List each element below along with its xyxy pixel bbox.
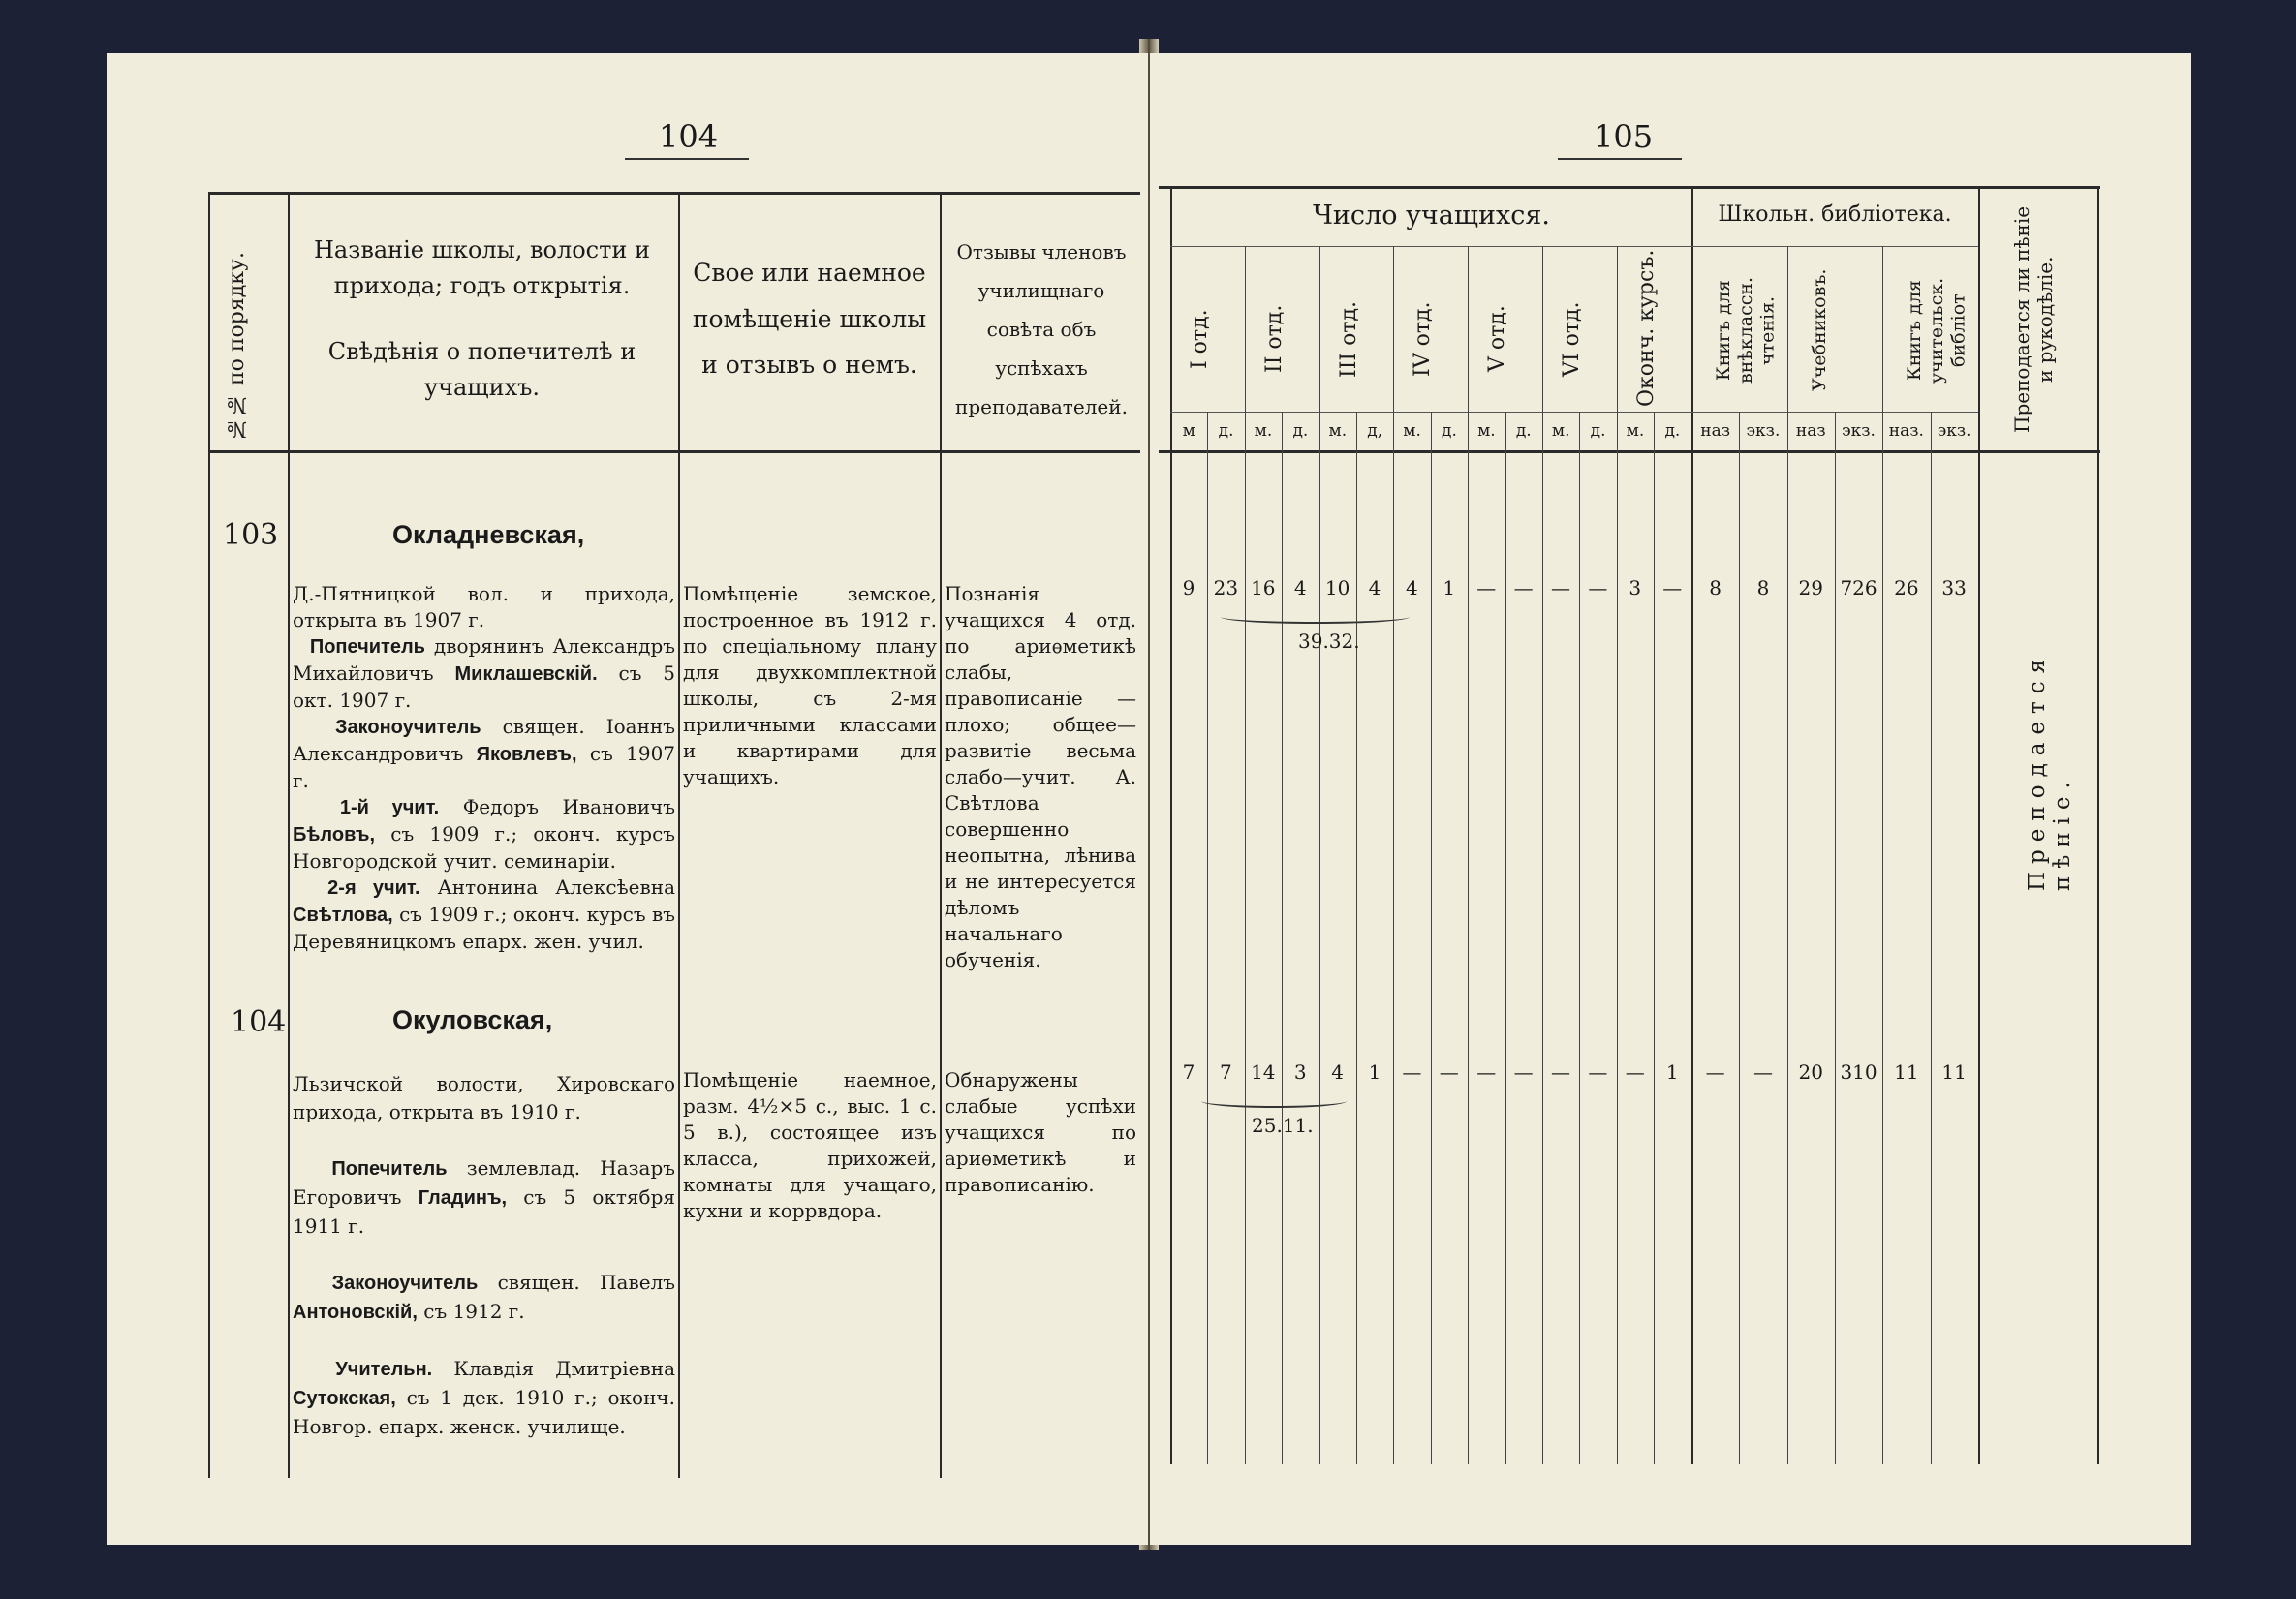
student-count: 9 <box>1182 576 1195 600</box>
header-library-column: Книгъ для учительск. библіот <box>1904 277 1970 384</box>
header-bottom-rule-right <box>1159 450 2100 453</box>
page-number-rule-left <box>625 158 749 160</box>
school-info: Льзичской волости, Хировскаго прихода, открыта въ 1910 г. Попечитель землевлад. Назаръ Егоровичъ Гладинъ, съ 5 октября 1911 г. Законоучитель священ. Павелъ Антоновскій, съ 1912 г. Учительн. Клавдія Дмитріевна Сутокская, съ 1 дек. 1910 г.; оконч. Новгор. епарх. женск. училище. <box>293 1072 676 1438</box>
school-name: Окладневская, <box>392 520 585 549</box>
student-count: 3 <box>1629 576 1642 600</box>
grid-line <box>1245 246 1246 1464</box>
header-gender-label: м. <box>1328 421 1348 441</box>
header-division: Оконч. курсъ. <box>1633 249 1659 407</box>
page-number-left: 104 <box>659 118 719 155</box>
header-trustee-info: Свѣдѣнія о попечителѣ и учащихъ. <box>327 338 636 402</box>
col-divider <box>1978 186 1980 1464</box>
library-count: 310 <box>1840 1061 1877 1084</box>
student-count: 1 <box>1443 576 1456 600</box>
school-info: Д.-Пятницкой вол. и прихода, открыта въ 1907 г. Попечитель дворянинъ Александръ Михайловичъ Миклашевскій. съ 5 окт. 1907 г. Законоучитель священ. Іоаннъ Александровичъ Яковлевъ, съ 1907 г. 1-й учит. Федоръ Ивановичъ Бѣловъ, съ 1909 г.; оконч. курсъ Новгородской учит. семинаріи. 2-я учит. Антонина Алексѣевна Свѣтлова, съ 1909 г.; оконч. курсъ въ Деревяницкомъ епарх. жен. учил. <box>293 582 676 953</box>
library-count: — <box>1705 1061 1725 1084</box>
grid-line <box>1356 412 1357 1464</box>
row-total: 39.32. <box>1298 630 1360 653</box>
library-count: 26 <box>1894 576 1919 600</box>
col-divider <box>208 192 210 1478</box>
grid-line <box>1393 246 1394 1464</box>
library-count: 726 <box>1840 576 1877 600</box>
header-library-label: экз. <box>1842 421 1876 441</box>
grid-line <box>1654 412 1655 1464</box>
header-gender-label: д. <box>1590 421 1606 441</box>
header-library-label: наз <box>1700 421 1731 441</box>
page-number-right: 105 <box>1594 118 1654 155</box>
header-library: Школьн. библіотека. <box>1718 202 1952 227</box>
premises-text: Помѣщеніе наемное, разм. 4½×5 с., выс. 1 с. 5 в.), состоящее изъ класса, прихожей, комнаты для учащаго, кухни и коррвдора. <box>683 1068 937 1222</box>
header-gender-label: м. <box>1626 421 1645 441</box>
header-gender-label: м. <box>1254 421 1273 441</box>
student-count: 7 <box>1182 1061 1195 1084</box>
student-count: — <box>1551 1061 1570 1084</box>
student-count: — <box>1588 576 1608 600</box>
header-library-column: Учебниковъ. <box>1808 268 1830 392</box>
student-count: 23 <box>1213 576 1239 600</box>
review-text: Познанія учащихся 4 отд. по ариѳметикѣ слабы, правописаніе — плохо; общее—развитіе весьма слабо—учит. А. Свѣтлова совершенно неопытна, лѣнива и не интересуется дѣломъ начальнаго обученія. <box>945 582 1136 971</box>
header-library-label: экз. <box>1937 421 1971 441</box>
header-division: V отд. <box>1485 305 1510 373</box>
header-gender-label: д. <box>1442 421 1457 441</box>
header-gender-label: м. <box>1403 421 1421 441</box>
page-number-rule-right <box>1558 158 1682 160</box>
row-total: 25.11. <box>1252 1114 1314 1137</box>
grid-line <box>1282 412 1283 1464</box>
grid-line <box>1787 246 1788 1464</box>
student-count: 4 <box>1406 576 1418 600</box>
student-count: 7 <box>1220 1061 1232 1084</box>
header-gender-label: м <box>1182 421 1195 441</box>
header-division: IV отд. <box>1411 301 1436 377</box>
library-count: 29 <box>1798 576 1823 600</box>
header-reviews: Отзывы членовъ училищнаго совѣта объ успѣхахъ преподавателей. <box>955 240 1128 418</box>
header-gender-label: д. <box>1664 421 1681 441</box>
col-divider <box>2097 186 2099 1464</box>
header-library-label: наз. <box>1888 421 1924 441</box>
student-count: 4 <box>1293 576 1307 600</box>
student-count: — <box>1625 1061 1645 1084</box>
header-rule <box>1691 246 1978 247</box>
student-count: 4 <box>1368 576 1381 600</box>
student-count: — <box>1476 1061 1497 1084</box>
header-gender-label: д. <box>1515 421 1532 441</box>
library-count: 8 <box>1709 576 1722 600</box>
singing-answer: Преподается пѣніе. <box>2025 651 2075 891</box>
table-top-rule-right <box>1159 186 2100 189</box>
total-brace <box>1201 1094 1347 1108</box>
grid-line <box>1579 412 1580 1464</box>
student-count: — <box>1551 576 1570 600</box>
row-number: 103 <box>223 518 279 552</box>
header-library-column: Книгъ для внѣклассн. чтенія. <box>1713 276 1779 384</box>
student-count: 16 <box>1251 576 1276 600</box>
table-top-rule-left <box>208 192 1140 195</box>
student-count: — <box>1513 1061 1534 1084</box>
header-gender-label: д, <box>1367 421 1383 441</box>
library-count: 11 <box>1894 1061 1919 1084</box>
grid-line <box>1319 246 1320 1464</box>
col-divider <box>678 192 680 1478</box>
grid-line <box>1739 412 1740 1464</box>
student-count: 1 <box>1665 1061 1679 1084</box>
col-divider <box>1170 186 1172 1464</box>
grid-line <box>1431 412 1432 1464</box>
student-count: — <box>1402 1061 1422 1084</box>
header-library-label: наз <box>1795 421 1826 441</box>
header-division: I отд. <box>1188 309 1212 369</box>
header-library-label: экз. <box>1746 421 1781 441</box>
student-count: — <box>1513 576 1534 600</box>
student-count: 1 <box>1368 1061 1381 1084</box>
header-premises: Свое или наемное помѣщеніе школы и отзывъ о немъ. <box>692 259 927 379</box>
premises-text: Помѣщеніе земское, построенное въ 1912 г. по спеціальному плану для двухкомплектной школы, съ 2-мя приличными классами и квартирами для учащихъ. <box>683 582 937 788</box>
grid-line <box>1617 246 1618 1464</box>
student-count: — <box>1662 576 1683 600</box>
grid-line <box>1207 412 1208 1464</box>
header-school-name: Названіе школы, волости и прихода; годъ открытія. <box>313 236 650 300</box>
header-gender-label: м. <box>1477 421 1496 441</box>
student-count: 3 <box>1293 1061 1307 1084</box>
review-text: Обнаружены слабые успѣхи учащихся по ариѳметикѣ и правописанію. <box>945 1068 1136 1196</box>
library-count: 8 <box>1756 576 1770 600</box>
grid-line <box>1468 246 1469 1464</box>
total-brace <box>1221 610 1410 624</box>
header-rule <box>1170 246 1691 247</box>
grid-line <box>1835 412 1836 1464</box>
header-gender-label: м. <box>1551 421 1570 441</box>
library-count: 11 <box>1941 1061 1967 1084</box>
header-division: II отд. <box>1261 304 1287 374</box>
col-divider <box>288 192 290 1478</box>
header-order-no: №№ по порядку. <box>225 252 249 441</box>
header-gender-label: д. <box>1218 421 1234 441</box>
grid-line <box>1931 412 1932 1464</box>
library-count: 33 <box>1941 576 1967 600</box>
student-count: — <box>1439 1061 1459 1084</box>
header-division: VI отд. <box>1560 301 1584 377</box>
header-rule <box>1170 412 1978 413</box>
grid-line <box>1505 412 1506 1464</box>
row-number: 104 <box>231 1005 287 1039</box>
header-singing: Преподается ли пѣніе и рукодѣліе. <box>2010 205 2057 434</box>
student-count: 10 <box>1324 576 1350 600</box>
student-count: 4 <box>1331 1061 1344 1084</box>
library-count: 20 <box>1798 1061 1823 1084</box>
col-divider <box>1691 186 1693 1464</box>
header-division: III отд. <box>1336 300 1361 378</box>
col-divider <box>940 192 942 1478</box>
header-gender-label: д. <box>1292 421 1309 441</box>
student-count: — <box>1588 1061 1608 1084</box>
header-students-count: Число учащихся. <box>1313 200 1550 231</box>
grid-line <box>1882 246 1883 1464</box>
grid-line <box>1542 246 1543 1464</box>
student-count: 14 <box>1251 1061 1276 1084</box>
school-name: Окуловская, <box>392 1005 553 1034</box>
library-count: — <box>1753 1061 1773 1084</box>
student-count: — <box>1476 576 1497 600</box>
header-bottom-rule-left <box>208 450 1140 453</box>
